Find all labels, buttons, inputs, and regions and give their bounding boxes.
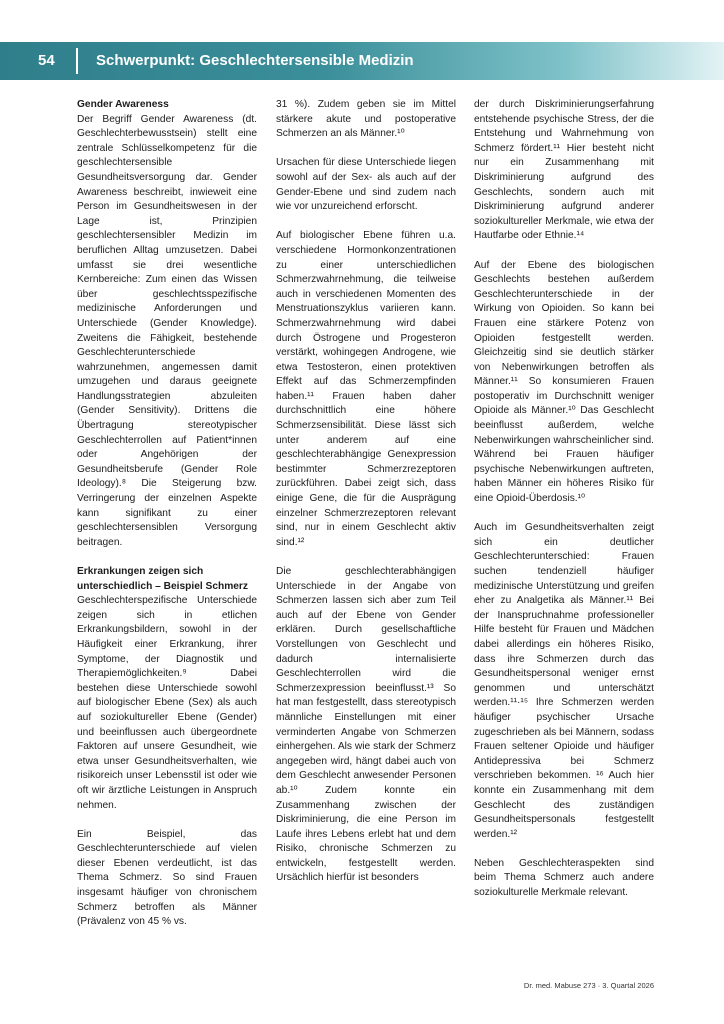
paragraph: Ursachen für diese Unterschiede liegen sowohl auf der Sex- als auch auf der Gender-Ebene und sind zudem nach wie vor unzureichend erforscht. [276,157,456,213]
paragraph: Auf biologischer Ebene führen u.a. verschiedene Hormonkonzentrationen zu einer unterschiedlichen Schmerzwahrnehmung, die teilweise auch in verschiedenen Momenten des Menstruationszyklus variieren kann. Schmerzwahrnehmung wird dabei durch Östrogene und Progesteron verstärkt, wohingegen Androgene, wie etwa Testosteron, einen protektiven Effekt auf das Schmerzempfinden haben.¹¹ Frauen haben daher durchschnittlich eine höhere Schmerzsensibilität. Diese lässt sich unter anderem auf eine geschlechterabhängige Genexpression bestimmter Schmerzrezeptoren zurückführen. Dabei zeigt sich, dass einige Gene, die für die Ausprägung einzelner Schmerzrezeptoren relevant sind, nur in einem Geschlecht aktiv sind.¹² [276,230,456,548]
heading-gender-awareness: Gender Awareness [77,99,169,110]
paragraph: Auf der Ebene des biologischen Geschlechts bestehen außerdem Geschlechterunterschiede in der Wirkung von Opioiden. So kann bei Frauen eine stärkere Potenz von Opioiden festgestellt werden. Gleichzeitig sind sie deutlich stärker von Nebenwirkungen betroffen als Männer.¹¹ So konsumieren Frauen postoperativ im Durchschnitt weniger Opioide als Männer.¹⁰ Das Geschlecht beeinflusst außerdem, welche Nebenwirkungen wahrscheinlicher sind. Während bei Frauen häufiger psychische Nebenwirkungen auftreten, haben Männer ein höheres Risiko für eine Opioid-Überdosis.¹⁰ [474,259,654,505]
paragraph: Geschlechterspezifische Unterschiede zeigen sich in etlichen Erkrankungsbildern, sowohl in der Häufigkeit einer Erkrankung, ihrer Symptome, der Diagnostik und Therapiemöglichkeiten.⁹ Dabei bestehen diese Unterschiede sowohl auf biologischer Ebene (Sex) als auch auf soziokultureller Ebene (Gender) und beeinflussen auch übergeordnete Faktoren auf unsere Gesundheit, wie etwa unser Gesundheitsverhalten, wie risikoreich unser Lebensstil ist oder wie oft wir ärztliche Leistungen in Anspruch nehmen. [77,595,257,811]
section-title: Schwerpunkt: Geschlechtersensible Medizin [96,52,414,69]
paragraph: 31 %). Zudem geben sie im Mittel stärkere akute und postoperative Schmerzen an als Männer.¹⁰ [276,99,456,140]
paragraph: Ein Beispiel, das Geschlechterunterschiede auf vielen dieser Ebenen verdeutlicht, ist das Thema Schmerz. So sind Frauen insgesamt häufiger von chronischem Schmerz betroffen als Männer (Prävalenz von 45 % vs. [77,828,257,928]
column-1 [77,98,257,944]
header-divider [76,48,78,74]
column-3 [474,98,654,915]
heading-erkrankungen: Erkrankungen zeigen sich unterschiedlich – Beispiel Schmerz [77,566,248,592]
paragraph: Auch im Gesundheitsverhalten zeigt sich ein deutlicher Geschlechterunterschied: Frauen suchen tendenziell häufiger medizinische Unterstützung und greifen eher zu Analgetika als Männer.¹¹ Bei der Inanspruchnahme professioneller Hilfe besteht für Frauen und Mädchen dabei allerdings ein höheres Risiko, dass ihre Schmerzen durch das Gesundheitspersonal weniger ernst genommen und unterschätzt werden.¹¹·¹⁵ Ihre Schmerzen werden häufiger psychischer Ursache zugeschrieben als bei Männern, sodass Frauen seltener Opioide und häufiger Antidepressiva bei Schmerz verschrieben bekommen. ¹⁶ Auch hier konnte ein Zusammenhang mit dem Geschlecht des zuständigen Gesundheitspersonals festgestellt werden.¹² [474,522,654,840]
paragraph: Der Begriff Gender Awareness (dt. Geschlechterbewusstsein) stellt eine zentrale Schlüsselkompetenz für die geschlechtersensible Gesundheitsversorgung dar. Gender Awareness beschreibt, inwieweit eine Person im Gesundheitswesen in der Lage ist, Prinzipien geschlechtersensibler Medizin im beruflichen Alltag umzusetzen. Dabei umfasst sie drei wesentliche Kernbereiche: Zum einen das Wissen über geschlechtsspezifische medizinische Anforderungen und Unterschiede (Gender Knowledge). Zweitens die Fähigkeit, bestehende Geschlechterunterschiede wahrzunehmen, angemessen damit umzugehen und daraus geeignete Handlungsstrategien abzuleiten (Gender Sensitivity). Drittens die Übertragung stereotypischer Geschlechterrollen auf Patient*innen oder Angehörigen der Gesundheitsberufe (Gender Role Ideology).⁸ Die Steigerung bzw. Verringerung der einzelnen Aspekte kann signifikant zu einer geschlechtersensiblen Versorgung beitragen. [77,113,257,548]
page-number: 54 [38,52,55,69]
column-2 [276,98,456,901]
page-header [0,42,724,80]
paragraph: Die geschlechterabhängigen Unterschiede in der Angabe von Schmerzen lassen sich aber zum Teil auch auf der Ebene von Gender erklären. Durch gesellschaftliche Vorstellungen von Geschlecht und dadurch internalisierte Geschlechterrollen wird die Schmerzexpression beeinflusst.¹³ So hat man festgestellt, dass stereotypisch männliche Einstellungen mit einer verminderten Angabe von Schmerzen einhergehen. Als wie stark der Schmerz angegeben wird, hängt dabei auch von dem Geschlecht anwesender Personen ab.¹⁰ Zudem konnte ein Zusammenhang zwischen der Diskriminierung, die eine Person im Laufe ihres Lebens erlebt hat und dem Risiko, chronische Schmerzen zu entwickeln, festgestellt werden. Ursächlich hierfür ist besonders [276,566,456,884]
page-footer: Dr. med. Mabuse 273 · 3. Quartal 2026 [523,981,654,990]
paragraph: der durch Diskriminierungserfahrung entstehende psychische Stress, der die Entstehung und Wahrnehmung von Schmerz fördert.¹¹ Hier besteht nicht nur ein Zusammenhang mit Diskriminierung aufgrund des Geschlechts, sondern auch mit Diskriminierung aufgrund anderer soziokultureller Merkmale, wie etwa der Hautfarbe oder Ethnie.¹⁴ [474,99,654,242]
paragraph: Neben Geschlechteraspekten sind beim Thema Schmerz auch andere soziokulturelle Merkmale relevant. [474,857,654,899]
